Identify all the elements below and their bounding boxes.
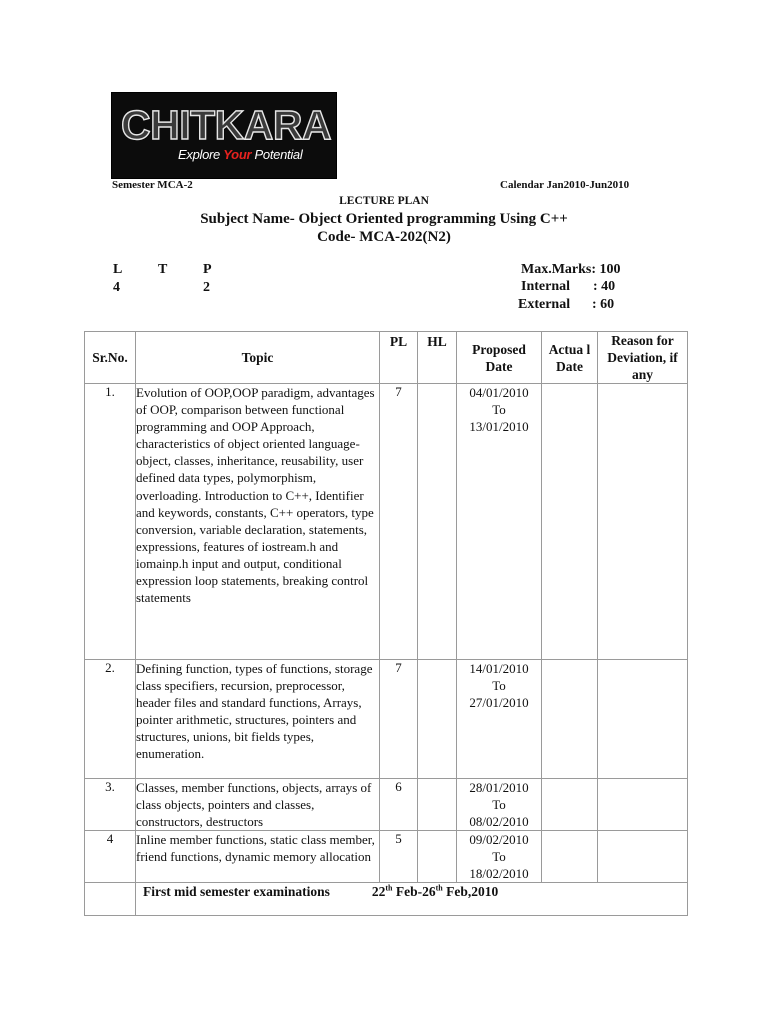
mid-range-text: Feb-26 [392,884,436,900]
mid-semester-text [136,883,687,900]
row-sr: 4 [85,831,136,883]
row-pl: 6 [380,779,418,831]
row-topic: Classes, member functions, objects, arrays of class objects, pointers and classes, constructors, destructors [136,779,380,831]
date-from: 09/02/2010 [469,832,529,848]
mid-semester-dates [372,883,498,900]
row-pl: 7 [380,660,418,779]
ltp-p-label: P [203,262,212,277]
row-sr: 1. [85,384,136,660]
col-proposed-header: Proposed Date [457,332,542,384]
date-to-word: To [492,402,506,417]
mid-semester-label: First mid semester examinations [143,884,330,900]
table-row [85,384,688,660]
tagline-highlight: Your [223,147,252,162]
table-header-row [85,332,688,384]
row-reason [598,384,688,660]
logo-wordmark: CHITKARA [121,102,332,148]
row-actual-date [542,660,598,779]
row-actual-date [542,779,598,831]
table-row [85,831,688,883]
row-hl [418,384,457,660]
mid-start-suffix: th [385,883,393,893]
col-actual-header: Actua l Date [542,332,598,384]
chitkara-logo [112,93,336,178]
tagline-end: Potential [251,147,303,162]
row-reason [598,660,688,779]
row-proposed-date [457,831,542,883]
col-hl-header: HL [418,332,457,384]
date-to-word: To [492,797,506,812]
row-topic: Defining function, types of functions, storage class specifiers, recursion, preprocessor, header files and standard functions, Arrays, pointer arithmetic, structures, pointers and structures, unions, bit fields types, enumeration. [136,660,380,779]
date-from: 28/01/2010 [469,780,529,795]
col-sr-header: Sr.No. [85,332,136,384]
row-topic: Inline member functions, static class member, friend functions, dynamic memory allocation [136,831,380,883]
col-reason-header: Reason for Deviation, if any [598,332,688,384]
mid-end-suffix: th [435,883,443,893]
row-hl [418,660,457,779]
date-to: 27/01/2010 [469,695,529,710]
row-hl [418,831,457,883]
max-marks [521,262,621,278]
row-sr: 2. [85,660,136,779]
mid-start-day: 22 [371,884,386,900]
mid-semester-row [85,883,688,916]
date-to: 08/02/2010 [469,814,529,829]
logo-tagline [178,147,302,162]
date-to-word: To [492,849,506,865]
ltp-l-value: 4 [113,280,120,295]
col-pl-header: PL [380,332,418,384]
row-proposed-date [457,384,542,660]
mid-end-text: Feb,2010 [442,884,499,900]
max-marks-label: Max.Marks: [521,262,597,277]
row-reason [598,831,688,883]
date-to: 13/01/2010 [469,419,529,434]
row-proposed-date [457,660,542,779]
mid-semester-cell [136,883,688,916]
ltp-t-label: T [158,262,168,277]
lecture-plan-table [84,331,688,916]
mid-sr [85,883,136,916]
date-to: 18/02/2010 [469,866,529,882]
table-row [85,660,688,779]
row-sr: 3. [85,779,136,831]
internal-label: Internal [521,279,570,294]
tagline-start: Explore [178,147,224,162]
ltp-p-value: 2 [203,280,210,295]
row-pl: 5 [380,831,418,883]
ltp-l-label: L [113,262,123,277]
col-topic-header: Topic [136,332,380,384]
calendar-label: Calendar Jan2010-Jun2010 [500,179,630,191]
subject-name: Subject Name- Object Oriented programming Using C++ [200,211,568,227]
subject-code: Code- MCA-202(N2) [317,229,451,245]
row-topic: Evolution of OOP,OOP paradigm, advantages of OOP, comparison between functional programming and OOP Approach, characteristics of object oriented language-object, classes, inheritance, reusability, user defined data types, polymorphism, overloading. Introduction to C++, Identifier and keywords, constants, C++ operators, type conversion, variable declaration, statements, expressions, features of iostream.h and iomainp.h input and output, conditional expression loop statements, breaking control statements [136,384,380,660]
table-row [85,779,688,831]
date-from: 04/01/2010 [469,385,529,400]
row-hl [418,779,457,831]
external-label: External [518,297,571,312]
row-actual-date [542,384,598,660]
document-title: LECTURE PLAN [339,195,429,207]
external-value: : 60 [592,297,615,312]
date-to-word: To [492,678,506,693]
row-proposed-date [457,779,542,831]
max-marks-value: 100 [599,262,621,277]
date-from: 14/01/2010 [469,661,529,676]
internal-value: : 40 [593,279,616,294]
row-reason [598,779,688,831]
row-pl: 7 [380,384,418,660]
semester-label: Semester MCA-2 [112,179,193,191]
row-actual-date [542,831,598,883]
